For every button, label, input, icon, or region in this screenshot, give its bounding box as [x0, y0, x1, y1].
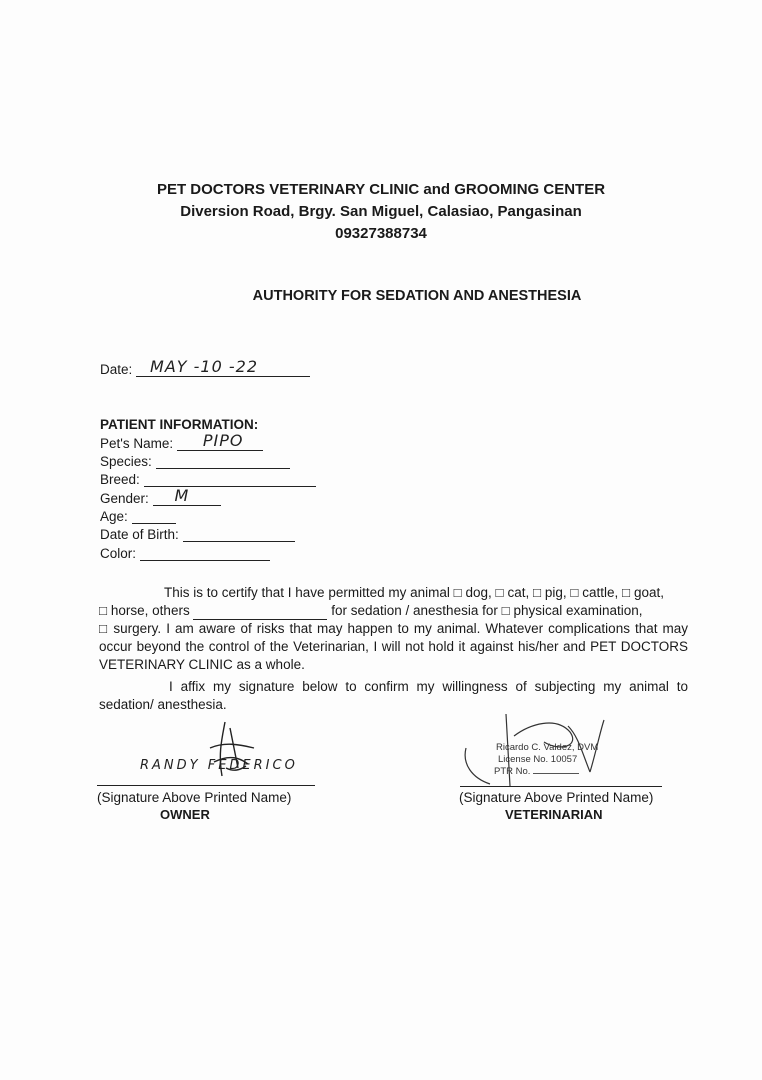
gender-field[interactable] [153, 486, 221, 506]
breed-field[interactable] [144, 472, 316, 487]
dob-row [100, 527, 295, 542]
age-field[interactable] [132, 509, 176, 524]
owner-printed-name: RANDY FEDERICO [140, 758, 298, 773]
dob-field[interactable] [183, 527, 295, 542]
consent-affix: I affix my signature below to confirm my willingness of subjecting my animal to sedation/ anesthesia. [99, 679, 688, 712]
vet-stamp-name: Ricardo C. Valdez, DVM [496, 742, 599, 753]
species-row [100, 454, 290, 469]
breed-label: Breed: [100, 472, 140, 487]
vet-caption: (Signature Above Printed Name) [459, 790, 654, 805]
species-field[interactable] [156, 454, 290, 469]
owner-caption: (Signature Above Printed Name) [97, 790, 292, 805]
gender-value: M [174, 486, 190, 505]
pets-name-label: Pet's Name: [100, 436, 174, 451]
clinic-name: PET DOCTORS VETERINARY CLINIC and GROOMING CENTER [156, 181, 606, 198]
vet-role: VETERINARIAN [505, 807, 603, 822]
date-field[interactable] [136, 357, 310, 377]
vet-stamp-license: License No. 10057 [498, 754, 578, 765]
owner-role: OWNER [160, 807, 210, 822]
others-field[interactable] [193, 606, 327, 620]
breed-row [100, 472, 316, 487]
color-label: Color: [100, 546, 137, 561]
owner-signature [130, 718, 310, 786]
consent-line-1: This is to certify that I have permitted my animal □ dog, □ cat, □ pig, □ cattle, □ goat, [164, 585, 664, 600]
color-row [100, 546, 270, 561]
consent-animal-others: □ horse, others [99, 603, 190, 618]
age-row [100, 509, 176, 524]
date-value: MAY -10 -22 [150, 357, 259, 376]
owner-signature-line [97, 785, 315, 786]
pets-name-row [100, 431, 263, 451]
date-label: Date: [100, 362, 133, 377]
pets-name-field[interactable] [177, 431, 263, 451]
pets-name-value: PIPO [202, 431, 244, 450]
vet-stamp [490, 742, 598, 778]
consent-purpose: for sedation / anesthesia for □ physical examination, [331, 603, 643, 618]
gender-row [100, 486, 221, 506]
clinic-phone: 09327388734 [335, 225, 427, 242]
dob-label: Date of Birth: [100, 527, 179, 542]
age-label: Age: [100, 509, 128, 524]
clinic-address: Diversion Road, Brgy. San Miguel, Calasiao, Pangasinan [180, 203, 582, 220]
date-row [100, 357, 310, 377]
vet-signature-line [460, 786, 662, 787]
vet-stamp-ptr: PTR No. [490, 766, 598, 778]
consent-line-2 [99, 602, 688, 620]
color-field[interactable] [140, 546, 270, 561]
gender-label: Gender: [100, 491, 149, 506]
document-title: AUTHORITY FOR SEDATION AND ANESTHESIA [252, 288, 582, 304]
consent-line-3: □ surgery. I am aware of risks that may happen to my animal. Whatever complications that may occur beyond the control of the Veterinarian, I will not hold it against his/her and PET DOCTORS VETERINARY CLINIC as a whole. [99, 621, 688, 672]
patient-info-heading: PATIENT INFORMATION: [100, 417, 259, 432]
species-label: Species: [100, 454, 152, 469]
